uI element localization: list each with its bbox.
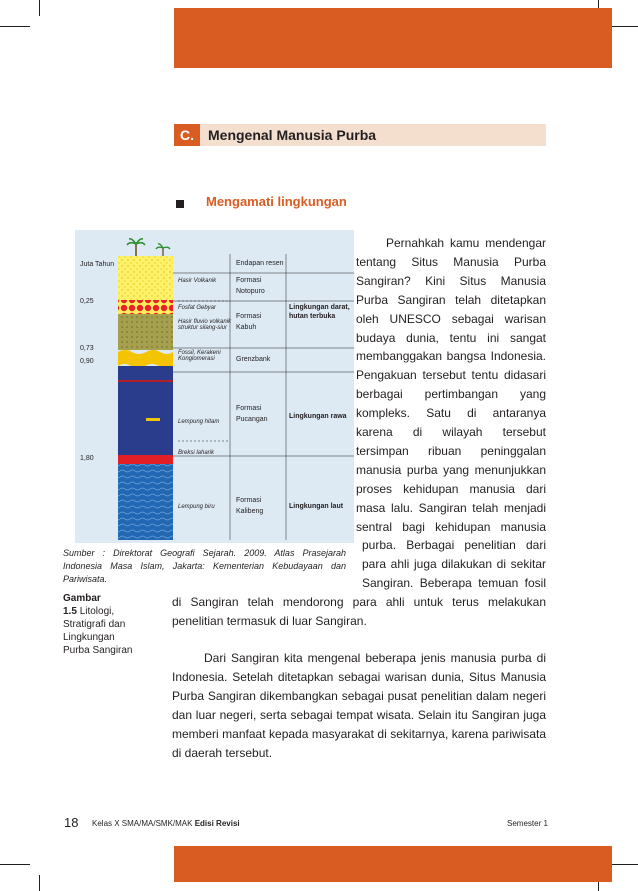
crop-mark <box>608 864 638 865</box>
paragraph-line: masa lalu. Sangiran telah menjadi <box>356 500 546 515</box>
figure-label: struktur silang-siur <box>178 325 228 331</box>
paragraph-line: manusia purba yang menunjukkan <box>356 462 546 477</box>
header-bar <box>174 8 612 68</box>
figure-label: Konglomerasi <box>178 356 215 362</box>
figure-label: Lempung biru <box>178 504 215 510</box>
section-heading <box>174 124 546 146</box>
figure-label: Lingkungan laut <box>289 503 344 510</box>
paragraph-line: para ahli juga dilakukan di sekitar <box>362 557 546 572</box>
page-number: 18 <box>64 815 79 830</box>
paragraph-line: kompleks. Satu di antaranya <box>356 406 546 421</box>
age-labels <box>80 261 114 462</box>
lithology-figure <box>75 230 354 543</box>
figure-label: Kalibeng <box>236 508 264 515</box>
environment-labels <box>289 304 350 510</box>
paragraph-line: Sangiran. Beberapa temuan fosil <box>362 576 546 591</box>
bullet-square-icon <box>176 200 184 208</box>
stratigraphy-diagram <box>75 230 354 543</box>
book-class: Kelas X SMA/MA/SMK/MAK <box>92 819 193 828</box>
paragraph-line: karena di wilayah tersebut <box>356 425 546 439</box>
paragraph-1-tail <box>172 593 546 631</box>
figure-label: Endapan resen <box>236 260 284 267</box>
figure-label: Formasi <box>236 405 262 412</box>
figure-label: Lingkungan darat, <box>289 304 350 311</box>
paragraph-line: Pernahkah kamu mendengar <box>386 236 546 250</box>
figure-label: Formasi <box>236 497 262 504</box>
paragraph-line: proses kehidupan manusia dari <box>356 481 546 496</box>
crop-mark <box>608 26 638 27</box>
section-title: Mengenal Manusia Purba <box>208 127 377 143</box>
figure-caption-line: Purba Sangiran <box>63 645 133 656</box>
paragraph-line: purba. Berbagai penelitian dari <box>362 538 546 553</box>
semester-label: Semester 1 <box>507 819 548 828</box>
figure-caption-line: Stratigrafi dan <box>63 619 126 630</box>
figure-label: Grenzbank <box>236 356 271 363</box>
paragraph-line: budaya dunia, tentu ini sangat <box>356 330 546 345</box>
paragraph-line: membanggakan bangsa Indonesia. <box>356 349 546 364</box>
formation-labels <box>236 260 284 515</box>
crop-mark <box>39 875 40 891</box>
crop-mark <box>0 864 30 865</box>
figure-label: Kabuh <box>236 324 257 331</box>
figure-label: Pucangan <box>236 416 268 423</box>
paragraph-line: Pengakuan tersebut tentu didasari <box>356 368 546 383</box>
figure-caption-line: Lingkungan <box>63 632 115 643</box>
figure-label: Fossil, Kerakeni <box>178 350 221 356</box>
crop-mark <box>39 0 40 16</box>
paragraph-line: tersimpan ribuan peninggalan <box>356 443 546 458</box>
figure-label: Fosfat Gebyar <box>178 305 217 311</box>
figure-label: Breksi laharik <box>178 450 215 456</box>
subsection-title: Mengamati lingkungan <box>206 194 347 209</box>
paragraph-line: sentral bagi kehidupan manusia <box>356 519 546 534</box>
book-title <box>92 819 240 828</box>
figure-label: hutan terbuka <box>289 313 336 320</box>
figure-caption <box>63 592 153 657</box>
lithology-labels <box>178 278 232 510</box>
figure-label: 0,90 <box>80 358 94 365</box>
paragraph-line: berbagai pertimbangan yang <box>356 387 546 402</box>
figure-label: Formasi <box>236 313 262 320</box>
crop-mark <box>0 26 30 27</box>
palm-tree-icon <box>156 244 170 256</box>
paragraph-line: Sangiran? Kini Situs Manusia <box>356 273 546 288</box>
footer-bar <box>174 846 612 882</box>
figure-label: 0,73 <box>80 345 94 352</box>
paragraph-2 <box>172 649 546 763</box>
figure-label: Lingkungan rawa <box>289 413 347 420</box>
figure-label: Formasi <box>236 277 262 284</box>
figure-number: 1.5 <box>63 606 77 617</box>
section-letter: C. <box>174 124 200 146</box>
figure-label: Hasir fluvio volkanik <box>178 319 232 325</box>
book-edition: Edisi Revisi <box>194 819 240 828</box>
paragraph-line: oleh UNESCO sebagai warisan <box>356 311 546 326</box>
palm-tree-icon <box>127 239 145 256</box>
figure-label: 1,80 <box>80 455 94 462</box>
figure-label: Notopuro <box>236 288 265 295</box>
paragraph-line: Purba Sangiran telah ditetapkan <box>356 292 546 307</box>
figure-caption-line: Litologi, <box>79 606 115 617</box>
paragraph-text: di Sangiran telah mendorong para ahli untuk terus melakukan penelitian termasuk di luar Sangiran. <box>172 595 546 628</box>
strata-column <box>118 256 173 540</box>
figure-label: Juta Tahun <box>80 261 115 268</box>
figure-source: Sumber : Direktorat Geografi Sejarah. 2009. Atlas Prasejarah Indonesia Masa Islam, Jakarta: Kementerian Kebudayaan dan Pariwisata. <box>63 548 346 584</box>
figure-label: Hasir Volkanik <box>178 278 217 284</box>
paragraph-text: Dari Sangiran kita mengenal beberapa jenis manusia purba di Indonesia. Setelah ditetapkan sebagai warisan dunia, Situs Manusia Purba Sangiran dikembangkan sebagai pusat penelitian dalam negeri dan luar negeri, serta sebagai tempat wisata. Selain itu Sangiran juga memberi manfaat kepada masyarakat di sekitarnya, karena pariwisata di daerah tersebut. <box>172 651 546 760</box>
paragraph-line: tentang Situs Manusia Purba <box>356 254 546 269</box>
figure-caption-word: Gambar <box>63 593 101 604</box>
figure-label: 0,25 <box>80 298 94 305</box>
figure-label: Lempung hitam <box>178 419 220 425</box>
